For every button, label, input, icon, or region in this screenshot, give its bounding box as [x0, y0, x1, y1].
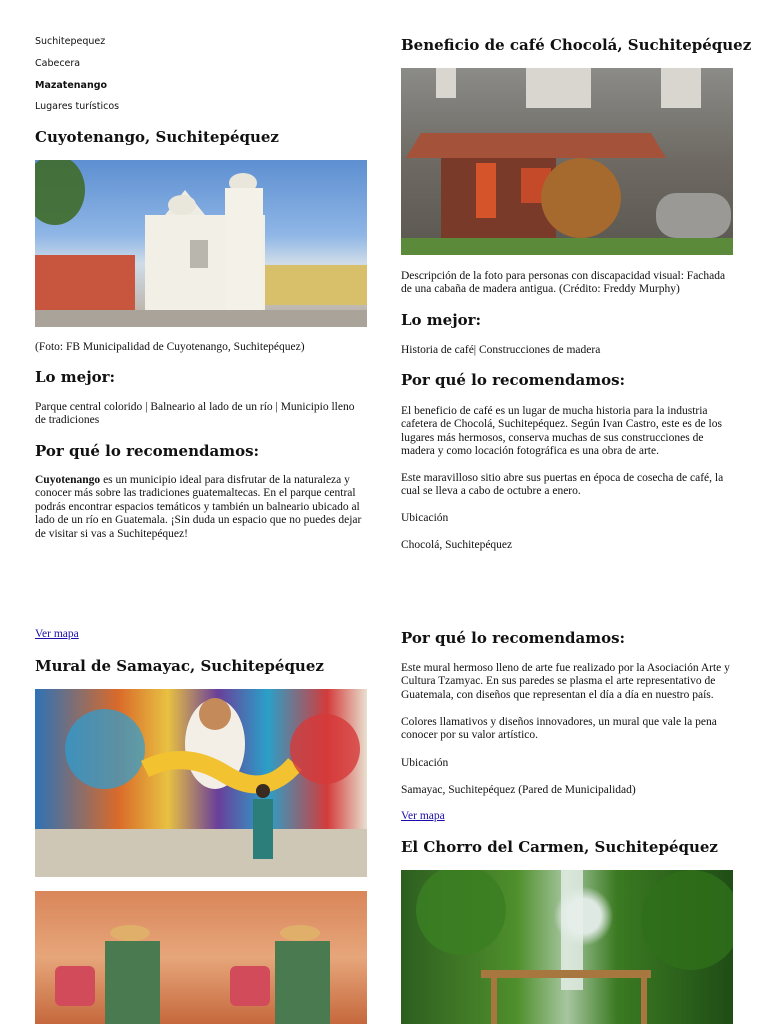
cuyotenango-best-text: Parque central colorido | Balneario al lado de un río | Municipio lleno de tradiciones — [35, 401, 355, 427]
chorro-del-carmen-waterfall-photo — [401, 870, 733, 1024]
mural-location-label: Ubicación — [401, 757, 449, 769]
cafe-location-value: Chocolá, Suchitepéquez — [401, 539, 513, 551]
mural-why-paragraph-2: Colores llamativos y diseños innovadores, un mural que vale la pena conocer por su valor artístico. — [401, 716, 717, 742]
cuyotenango-bold-name: Cuyotenango — [35, 474, 101, 486]
cafe-best-heading: Lo mejor: — [401, 311, 482, 329]
samayac-mural-photo — [35, 689, 367, 877]
mural-why-paragraph-1: Este mural hermoso lleno de arte fue realizado por la Asociación Arte y Cultura Tzamyac. En sus paredes se plasma el arte representativo de Guatemala, con diseños que representan el día a día en nuestro país. — [401, 662, 730, 701]
section-title-chorro-del-carmen: El Chorro del Carmen, Suchitepéquez — [401, 838, 718, 856]
cuyotenango-church-photo — [35, 160, 367, 327]
cafe-photo-caption: Descripción de la foto para personas con discapacidad visual: Fachada de una cabaña de madera antigua. (Crédito: Freddy Murphy) — [401, 270, 726, 296]
cuyotenango-why-body: es un municipio ideal para disfrutar de la naturaleza y conocer más sobre las tradiciones guatemaltecas. En el parque central podrás encontrar espacios temáticos y también un balneario ubicado al lado de un río en Guatemala. ¡Sin duda un espacio que no puedes dejar de visitar si vas a Suchitepéquez! — [35, 474, 362, 540]
meta-label-places: Lugares turísticos — [35, 101, 120, 112]
cafe-why-heading: Por qué lo recomendamos: — [401, 371, 626, 389]
meta-department: Suchitepequez — [35, 36, 106, 47]
cuyotenango-best-heading: Lo mejor: — [35, 368, 116, 386]
mural-location-value: Samayac, Suchitepéquez (Pared de Municipalidad) — [401, 784, 636, 796]
mural-why-heading: Por qué lo recomendamos: — [401, 629, 626, 647]
section-title-cuyotenango: Cuyotenango, Suchitepéquez — [35, 128, 279, 146]
section-title-mural-samayac: Mural de Samayac, Suchitepéquez — [35, 657, 324, 675]
cuyotenango-why-text — [35, 474, 367, 541]
ver-mapa-link-cuyotenango[interactable]: Ver mapa — [35, 628, 79, 640]
samayac-painting-photo — [35, 891, 367, 1024]
chocola-cafe-cabin-photo — [401, 68, 733, 255]
ver-mapa-link-samayac[interactable]: Ver mapa — [401, 810, 445, 822]
cafe-best-text: Historia de café| Construcciones de madera — [401, 344, 601, 356]
cafe-why-paragraph-2: Este maravilloso sitio abre sus puertas en época de cosecha de café, la cual se lleva a cabo de octubre a enero. — [401, 472, 724, 498]
meta-label-cabecera: Cabecera — [35, 58, 81, 69]
section-title-beneficio-cafe: Beneficio de café Chocolá, Suchitepéquez — [401, 36, 752, 54]
cuyotenango-photo-caption: (Foto: FB Municipalidad de Cuyotenango, Suchitepéquez) — [35, 341, 305, 353]
cuyotenango-why-heading: Por qué lo recomendamos: — [35, 442, 260, 460]
cafe-why-paragraph-1: El beneficio de café es un lugar de mucha historia para la industria cafetera de Chocolá, Suchitepéquez. Según Ivan Castro, este es de los lugares más hermosos, conserva muchas de sus construcciones de madera y como locación fotográfica es una obra de arte. — [401, 405, 722, 458]
cafe-location-label: Ubicación — [401, 512, 449, 524]
meta-cabecera-value: Mazatenango — [35, 80, 108, 91]
